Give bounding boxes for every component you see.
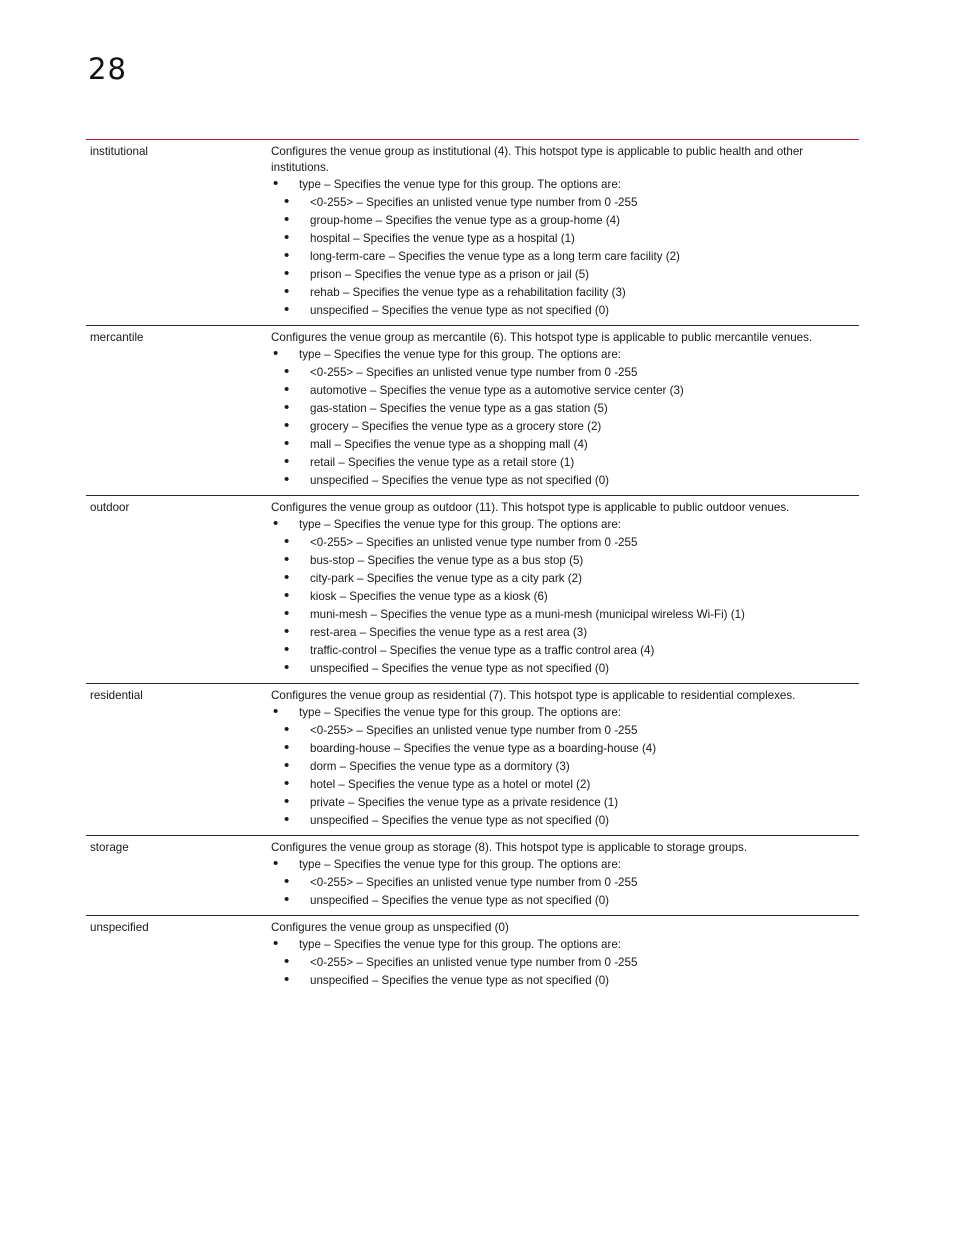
option-bullet: • city-park – Specifies the venue type as a city park (2) xyxy=(271,570,859,588)
option-bullet: • unspecified – Specifies the venue type as not specified (0) xyxy=(271,972,859,990)
table-row xyxy=(86,916,859,995)
option-bullet: • hospital – Specifies the venue type as a hospital (1) xyxy=(271,230,859,248)
row-description xyxy=(271,143,859,320)
type-bullet: • type – Specifies the venue type for this group. The options are: xyxy=(271,176,859,194)
type-bullet: • type – Specifies the venue type for this group. The options are: xyxy=(271,936,859,954)
table-row xyxy=(86,836,859,916)
option-bullet: • gas-station – Specifies the venue type as a gas station (5) xyxy=(271,400,859,418)
option-bullet: • dorm – Specifies the venue type as a dormitory (3) xyxy=(271,758,859,776)
option-bullet: • <0-255> – Specifies an unlisted venue type number from 0 -255 xyxy=(271,874,859,892)
row-intro: Configures the venue group as mercantile (6). This hotspot type is applicable to public mercantile venues. xyxy=(271,331,813,344)
table-row xyxy=(86,140,859,326)
option-bullet: • <0-255> – Specifies an unlisted venue type number from 0 -255 xyxy=(271,364,859,382)
row-description xyxy=(271,687,859,830)
option-bullet: • group-home – Specifies the venue type as a group-home (4) xyxy=(271,212,859,230)
type-bullet: • type – Specifies the venue type for this group. The options are: xyxy=(271,856,859,874)
option-bullet: • kiosk – Specifies the venue type as a kiosk (6) xyxy=(271,588,859,606)
type-bullet: • type – Specifies the venue type for this group. The options are: xyxy=(271,704,859,722)
option-bullet: • automotive – Specifies the venue type as a automotive service center (3) xyxy=(271,382,859,400)
option-bullet: • mall – Specifies the venue type as a shopping mall (4) xyxy=(271,436,859,454)
row-term: unspecified xyxy=(90,921,149,934)
row-term: institutional xyxy=(90,145,149,158)
option-bullet: • rest-area – Specifies the venue type as a rest area (3) xyxy=(271,624,859,642)
row-intro: Configures the venue group as residential (7). This hotspot type is applicable to residential complexes. xyxy=(271,689,796,702)
option-bullet: • <0-255> – Specifies an unlisted venue type number from 0 -255 xyxy=(271,194,859,212)
option-bullet: • grocery – Specifies the venue type as a grocery store (2) xyxy=(271,418,859,436)
row-description xyxy=(271,919,859,990)
option-bullet: • prison – Specifies the venue type as a prison or jail (5) xyxy=(271,266,859,284)
table-row xyxy=(86,496,859,684)
option-bullet: • <0-255> – Specifies an unlisted venue type number from 0 -255 xyxy=(271,722,859,740)
row-term: storage xyxy=(90,841,129,854)
option-bullet: • traffic-control – Specifies the venue type as a traffic control area (4) xyxy=(271,642,859,660)
option-bullet: • retail – Specifies the venue type as a retail store (1) xyxy=(271,454,859,472)
option-bullet: • unspecified – Specifies the venue type as not specified (0) xyxy=(271,812,859,830)
chapter-number: 28 xyxy=(88,52,127,86)
option-bullet: • <0-255> – Specifies an unlisted venue type number from 0 -255 xyxy=(271,534,859,552)
row-intro: Configures the venue group as outdoor (11). This hotspot type is applicable to public outdoor venues. xyxy=(271,501,790,514)
row-description xyxy=(271,499,859,678)
option-bullet: • unspecified – Specifies the venue type as not specified (0) xyxy=(271,892,859,910)
table-row xyxy=(86,326,859,496)
type-bullet: • type – Specifies the venue type for this group. The options are: xyxy=(271,516,859,534)
option-bullet: • <0-255> – Specifies an unlisted venue type number from 0 -255 xyxy=(271,954,859,972)
row-intro: Configures the venue group as institutional (4). This hotspot type is applicable to public health and other institutions. xyxy=(271,145,804,174)
row-term: outdoor xyxy=(90,501,130,514)
option-bullet: • unspecified – Specifies the venue type as not specified (0) xyxy=(271,472,859,490)
row-intro: Configures the venue group as storage (8). This hotspot type is applicable to storage groups. xyxy=(271,841,748,854)
option-bullet: • long-term-care – Specifies the venue type as a long term care facility (2) xyxy=(271,248,859,266)
row-description xyxy=(271,839,859,910)
option-bullet: • unspecified – Specifies the venue type as not specified (0) xyxy=(271,302,859,320)
parameter-table xyxy=(86,139,859,995)
option-bullet: • boarding-house – Specifies the venue type as a boarding-house (4) xyxy=(271,740,859,758)
option-bullet: • private – Specifies the venue type as a private residence (1) xyxy=(271,794,859,812)
table-row xyxy=(86,684,859,836)
option-bullet: • hotel – Specifies the venue type as a hotel or motel (2) xyxy=(271,776,859,794)
option-bullet: • bus-stop – Specifies the venue type as a bus stop (5) xyxy=(271,552,859,570)
option-bullet: • unspecified – Specifies the venue type as not specified (0) xyxy=(271,660,859,678)
row-intro: Configures the venue group as unspecified (0) xyxy=(271,921,509,934)
row-term: mercantile xyxy=(90,331,144,344)
option-bullet: • muni-mesh – Specifies the venue type as a muni-mesh (municipal wireless Wi-Fi) (1) xyxy=(271,606,859,624)
row-term: residential xyxy=(90,689,143,702)
row-description xyxy=(271,329,859,490)
type-bullet: • type – Specifies the venue type for this group. The options are: xyxy=(271,346,859,364)
option-bullet: • rehab – Specifies the venue type as a rehabilitation facility (3) xyxy=(271,284,859,302)
